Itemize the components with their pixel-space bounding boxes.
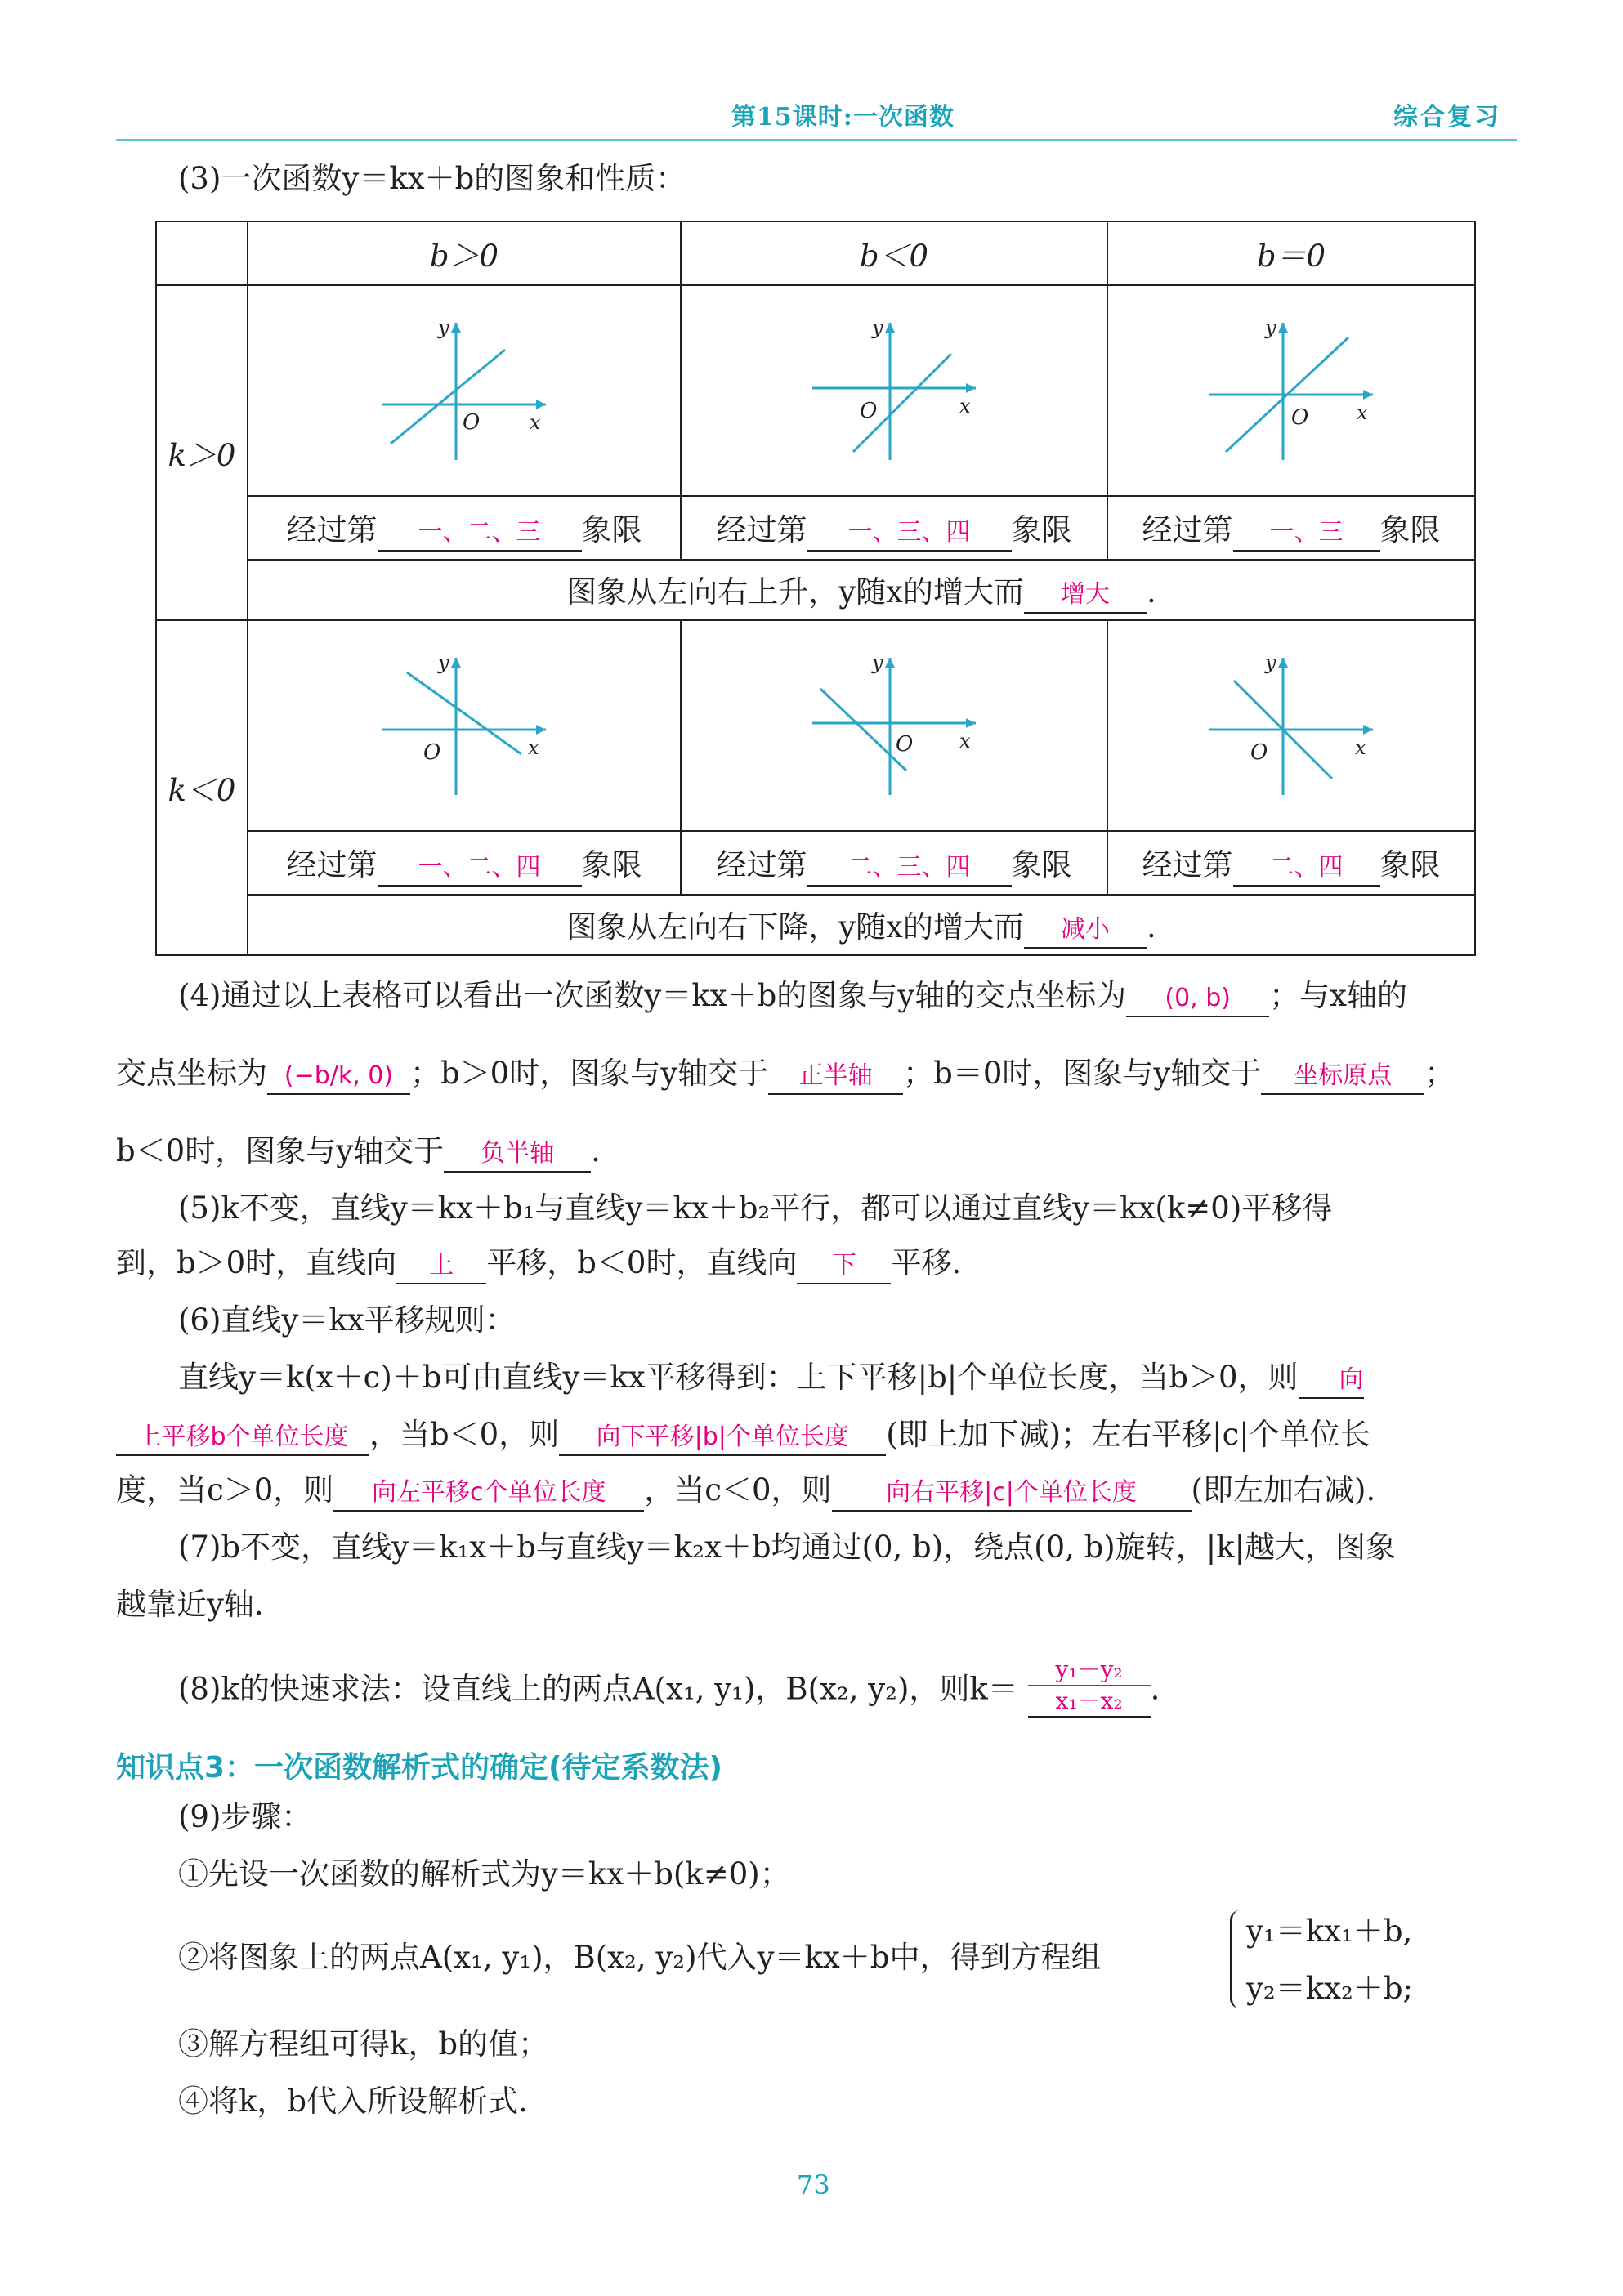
page-header-title: 第15课时:一次函数: [731, 103, 955, 132]
graph-kneg-bzero: [1107, 620, 1475, 831]
property-table: [155, 221, 1476, 956]
svg-text:x: x: [1355, 736, 1366, 759]
knowledge-point-3-title: 知识点3：一次函数解析式的确定(待定系数法): [116, 1751, 722, 1785]
answer-blank: 负半轴: [444, 1137, 591, 1173]
answer-blank: 向: [1299, 1363, 1364, 1399]
p9-step4: ④将k，b代入所设解析式.: [178, 2084, 528, 2119]
col-header-b-pos: b＞0: [248, 221, 681, 285]
equation-row-2: y₂＝kx₂＋b;: [1246, 1971, 1414, 2006]
svg-text:x: x: [528, 736, 539, 759]
graph-kpos-bneg: [681, 285, 1107, 496]
quadrant-kneg-bneg: 经过第 二、三、四 象限: [681, 831, 1107, 895]
answer-blank: 向左平移c个单位长度: [333, 1476, 644, 1512]
quadrant-kpos-bzero: 经过第 一、三 象限: [1107, 496, 1475, 560]
quadrant-kneg-bzero: 经过第 二、四 象限: [1107, 831, 1475, 895]
answer-blank: 减小: [1024, 913, 1147, 949]
answer-blank: 增大: [1024, 578, 1147, 614]
quadrant-kneg-bpos: 经过第 一、二、四 象限: [248, 831, 681, 895]
equation-brace: [1230, 1910, 1244, 2008]
k-fraction: $\frac{\text{y₁－y₂}}{\text{x₁－x₂}}$: [1028, 1655, 1151, 1718]
answer-blank: 上: [396, 1249, 486, 1284]
p4-line2: 交点坐标为 (−b/k, 0) ；b＞0时，图象与y轴交于 正半轴 ；b＝0时，图象与y轴交于 坐标原点 ；: [116, 1054, 1455, 1095]
p9-line1: (9)步骤：: [178, 1799, 312, 1834]
col-header-b-neg: b＜0: [681, 221, 1107, 285]
svg-text:y: y: [438, 316, 449, 339]
graph-kneg-bneg: [681, 620, 1107, 831]
svg-text:y: y: [872, 651, 883, 674]
answer-blank: 上平移b个单位长度: [116, 1420, 369, 1456]
p6-line3: 上平移b个单位长度 ，当b＜0，则 向下平移|b|个单位长度 (即上加下减)；左右平移|c|个单位长: [116, 1415, 1370, 1456]
answer-blank: 向下平移|b|个单位长度: [559, 1420, 886, 1456]
svg-text:O: O: [1291, 405, 1309, 430]
svg-text:x: x: [959, 395, 971, 418]
answer-blank: 一、三: [1233, 516, 1380, 552]
p5-line1: (5)k不变，直线y＝kx＋b₁与直线y＝kx＋b₂平行，都可以通过直线y＝kx(k≠0)平移得: [178, 1190, 1333, 1226]
svg-text:x: x: [530, 411, 541, 434]
answer-blank: 二、四: [1233, 851, 1380, 887]
table-corner: [156, 221, 248, 285]
p6-line4: 度，当c＞0，则 向左平移c个单位长度 ，当c＜0，则 向右平移|c|个单位长度 (即左加右减).: [116, 1471, 1375, 1512]
quadrant-kpos-bpos: 经过第 一、二、三 象限: [248, 496, 681, 560]
answer-blank: 下: [797, 1249, 891, 1284]
svg-text:O: O: [896, 732, 914, 757]
svg-text:y: y: [438, 651, 449, 674]
graph-kpos-bpos: [248, 285, 681, 496]
svg-text:O: O: [1250, 740, 1268, 765]
svg-text:O: O: [860, 399, 878, 423]
header-divider: [116, 139, 1517, 141]
svg-text:O: O: [423, 740, 441, 765]
svg-text:y: y: [1265, 651, 1276, 674]
p7-line1: (7)b不变，直线y＝k₁x＋b与直线y＝k₂x＋b均通过(0, b)，绕点(0, b)旋转，|k|越大，图象: [178, 1530, 1397, 1565]
p7-line2: 越靠近y轴.: [116, 1587, 264, 1622]
answer-blank: 一、二、三: [378, 516, 582, 552]
answer-blank: (0, b): [1126, 981, 1269, 1017]
section3-intro: (3)一次函数y＝kx＋b的图象和性质：: [178, 161, 686, 196]
p4-line3: b＜0时，图象与y轴交于 负半轴 .: [116, 1132, 601, 1173]
svg-text:x: x: [1357, 401, 1368, 424]
answer-blank: 一、二、四: [378, 851, 582, 887]
answer-blank: 向右平移|c|个单位长度: [832, 1476, 1192, 1512]
page-number: 73: [797, 2169, 830, 2200]
answer-blank: (−b/k, 0): [267, 1059, 410, 1095]
row-label-k-neg: k＜0: [156, 620, 248, 955]
p6-line2: 直线y＝k(x＋c)＋b可由直线y＝kx平移得到：上下平移|b|个单位长度，当b＞0，则 向: [178, 1358, 1364, 1399]
summary-kpos: 图象从左向右上升，y随x的增大而 增大 .: [248, 560, 1475, 620]
p8-line1: (8)k的快速求法：设直线上的两点A(x₁, y₁)，B(x₂, y₂)，则k＝ $\frac{\text{y₁－y₂}}{\text{x₁－x₂}}$ .: [178, 1660, 1160, 1722]
answer-blank: 正半轴: [768, 1059, 903, 1095]
answer-blank: 二、三、四: [807, 851, 1012, 887]
graph-kpos-bzero: [1107, 285, 1475, 496]
svg-text:y: y: [1265, 316, 1276, 339]
row-label-k-pos: k＞0: [156, 285, 248, 620]
summary-kneg: 图象从左向右下降，y随x的增大而 减小 .: [248, 895, 1475, 955]
page-header-section: 综合复习: [1393, 103, 1501, 132]
svg-text:x: x: [959, 730, 971, 753]
col-header-b-zero: b＝0: [1107, 221, 1475, 285]
equation-row-1: y₁＝kx₁＋b,: [1246, 1914, 1413, 1949]
svg-text:O: O: [463, 410, 481, 435]
p9-step3: ③解方程组可得k，b的值；: [178, 2026, 549, 2061]
p9-step1: ①先设一次函数的解析式为y＝kx＋b(k≠0)；: [178, 1856, 790, 1892]
p9-step2: ②将图象上的两点A(x₁, y₁)，B(x₂, y₂)代入y＝kx＋b中，得到方程组: [178, 1940, 1102, 1975]
answer-blank: 一、三、四: [807, 516, 1012, 552]
graph-kneg-bpos: [248, 620, 681, 831]
answer-blank: 坐标原点: [1261, 1059, 1424, 1095]
quadrant-kpos-bneg: 经过第 一、三、四 象限: [681, 496, 1107, 560]
p5-line2: 到，b＞0时，直线向 上 平移，b＜0时，直线向 下 平移.: [116, 1244, 961, 1284]
p6-line1: (6)直线y＝kx平移规则：: [178, 1302, 516, 1338]
svg-text:y: y: [872, 316, 883, 339]
p4-line1: (4)通过以上表格可以看出一次函数y＝kx＋b的图象与y轴的交点坐标为 (0, b) ；与x轴的: [178, 976, 1407, 1017]
